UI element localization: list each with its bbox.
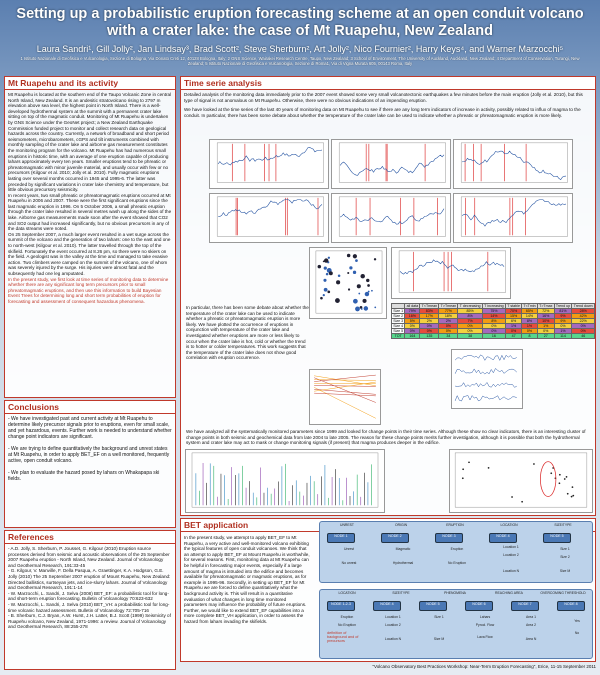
series-line	[455, 382, 517, 387]
ruapehu-p4: In the present study, we first look at time series of monitoring data to determine whether there are any significant long term precursors prior to small phreatomagmatic eruptions, and then use this information to build Bayesian Event Trees for determining long and short term probabilities of eruption for forecasting and assessment of consequent hazardous phenomena.	[8, 276, 169, 304]
table-cell: 0%	[439, 324, 458, 329]
bet-node: NODE 4	[489, 533, 517, 543]
scatter-point	[357, 284, 361, 288]
timeseries-title: Time serie analysis	[181, 77, 595, 90]
conclusions-title: Conclusions	[5, 401, 175, 414]
change-point-plot	[185, 449, 385, 513]
table-cell: 1%	[522, 324, 538, 329]
bet-label: No Eruption	[448, 561, 466, 565]
bet-label: Location N	[384, 637, 402, 641]
scatter-point	[533, 463, 535, 465]
table-cell: Size 3	[393, 319, 404, 323]
scatter-point	[564, 478, 566, 480]
table-cell: 1%	[537, 324, 554, 329]
bet-node: NODE 2	[381, 533, 409, 543]
series-line	[455, 355, 517, 361]
table-cell: 0%	[522, 329, 538, 334]
scatter-point	[324, 267, 327, 270]
scatter-point	[353, 271, 356, 274]
table-cell: 16	[482, 334, 505, 339]
table-cell: 2%	[420, 319, 439, 324]
table-cell: 75%	[482, 309, 505, 314]
table-cell: 17%	[420, 314, 439, 319]
table-cell: 0%	[572, 329, 595, 334]
scatter-point	[318, 265, 322, 269]
table-cell: T increasing	[484, 304, 504, 308]
eruption-scatter-plot	[309, 247, 387, 319]
scatter-point	[338, 274, 341, 277]
trend-fan-plot	[309, 369, 381, 425]
poster-affiliations: 1 Istituto Nazionale di Geofisica e Vulcanologia, Sezione di Bologna, Via Donato Creti 12, 40128 Bologna, Italy; 2 GNS Science, Wairakei Research Centre, Taupo, New Zealand; 3 School of Environment, The University of Auckland, Auckland, New Zealand; 4 Department of Conservation, Turangi, New Zealand; 5 Istituto Nazionale di Geofisica e Vulcanologia, Sezione di Roma1, Via di Vigna Murata 605, 00143 Roma, Italy	[20, 56, 580, 66]
bet-panel	[180, 518, 596, 662]
table-cell: 8%	[522, 319, 538, 324]
scatter-point	[462, 468, 464, 470]
references-text	[5, 544, 175, 632]
ruapehu-p3: On 25 September 2007, a much larger event resulted in a wet surge across the summit of the volcano and the generation of two lahars: one to the east and one to north-west (Kilgour et al. 2010). The latter travelled through the top of the skifield. Fortunately the event occurred at 8.26 pm, so there were no skiers on the field. A geologist was in the valley at the time and managed to take evasive action. Two climbers were camped on the summit of the volcano, one of whom was severely injured by the surge. His injuries were almost fatal and the subsequently had one leg amputated.	[8, 231, 171, 276]
scatter-point	[327, 291, 330, 294]
bet-label: Area 1	[526, 615, 536, 619]
bet-label: Size M	[559, 569, 571, 573]
scatter-point	[550, 472, 552, 474]
bet-label: Area 2	[526, 623, 536, 627]
scatter-point	[366, 279, 369, 282]
reference-3: - W. Marzocchi, L. Sandri, J. Selva (2008) BET_EF: a probabilistic tool for long- and short-term eruption forecasting. Bulletin of Volcanology 70:623-632	[8, 590, 169, 602]
change-point-svg	[186, 450, 384, 512]
bet-text: In the present study, we attempt to apply BET_EF to Mt Ruapehu, a very active and well-monitored volcano exhibiting the typical features of open conduit volcanoes. We think that an attempt to apply BET_EF at Mount Ruapehu is worthwhile, for several reasons. First, monitoring data at Mt Ruapehu can be helpful in forecasting major events, especially if a large amount of magma is intruded into the edifice and becomes available for phreatomagmatic or magmatic eruptions, as for example in 1995-96. Secondly, in setting up BET_EF for Mt Ruapehu we are forced to define quantitatively what the background activity is. This will result in a quantitative evaluation of what changes in long time monitored parameters may influence the probability of future eruptions. Further, we would like to extend BET_EF capabilities into a more complete BET_VH application, in order to assess the hazard from lahars invading the skifields.	[184, 535, 310, 624]
timeseries-plot-5-svg	[332, 194, 450, 242]
scatter-point	[336, 280, 340, 284]
table-cell: 0%	[506, 329, 522, 334]
table-cell: T<Tmin	[523, 304, 536, 308]
bet-node: NODE 8	[557, 601, 585, 611]
scatter-point	[347, 254, 351, 258]
table-cell: all data	[406, 304, 419, 308]
bet-col-top: LOCATION	[500, 523, 518, 527]
bet-node: NODE 6	[465, 601, 493, 611]
bet-col-top: UNREST	[340, 523, 354, 527]
eruption-scatter-svg	[310, 248, 386, 318]
bet-node: NODE 7	[511, 601, 539, 611]
bet-label: Eruption	[340, 615, 354, 619]
table-cell: 114	[554, 334, 572, 339]
scatter-point	[367, 284, 370, 287]
table-cell: 47	[506, 334, 522, 339]
table-cell: 16%	[537, 314, 554, 319]
bet-label: Yes	[574, 619, 580, 623]
table-cell: 79%	[405, 309, 420, 314]
bet-tree-top	[319, 521, 593, 583]
cluster-scatter-svg	[450, 450, 592, 512]
table-cell: T stable	[507, 304, 520, 308]
scatter-point	[374, 307, 376, 309]
table-cell: 83%	[420, 309, 439, 314]
series-line	[455, 396, 517, 402]
bet-node: NODE 1	[327, 533, 355, 543]
timeseries-p2: We have looked at the time series of the last 40 years of monitoring data on Mt Ruapehu to see if there are any long term indicators of increase in activity, possibly related to influx of magma to the conduit. In particular, there has been some debate about whether the temperature of the crater lake can be used to indicate whether a phreatic or phreatomagmatic eruption is more likely.	[184, 107, 581, 118]
scatter-point	[363, 299, 367, 303]
bet-col-bottom: REACHING AREA	[495, 591, 523, 595]
bet-col-top: ORIGIN	[394, 523, 408, 527]
scatter-point	[326, 273, 329, 276]
timeseries-p4: We have analyzed all the systematically monitored parameters since 1999 and looked for change points in their time series. Although these show no clear indicators, there is an interesting cluster of change points in both seismic and geochemical data from late 2004 to late 2005. The reason for these change points merits further investigation, although it is possible that both the hydrothermal system and crater lake may act to mask or change monitoring signals (if present) that magma produces deeper in the edifice.	[186, 429, 586, 446]
table-cell: 6%	[506, 319, 522, 324]
timeseries-plot-6-svg	[454, 194, 572, 242]
table-cell: 0%	[420, 329, 439, 334]
scatter-point	[488, 467, 490, 469]
table-cell: T>Tmax	[539, 304, 553, 308]
scatter-point	[329, 271, 333, 275]
reference-1: - A.D. Jolly, S. Sherburn, P. Jousset, G. Kilgour (2010) Eruption source processes derived from seismic and acoustic observations of the 25 September 2007 Ruapehu eruption - North Island, New Zealand. Journal of Volcanology and Geothermal Research, 191:33-45	[8, 546, 170, 568]
scatter-point	[323, 279, 326, 282]
ruapehu-p2: In recent years, two small phreatic or phreatomagmatic eruptions occurred at Mt Ruapehu in 2006 and 2007. These were the first significant eruptions since the last magmatic eruption in 1996. On 5 October 2006, a small phreatic eruption through the crater lake resulted in several metres wash up along the sides of the lake. Airborne gas measurements made soon after the event showed that CO2 and SO2 output had increased significantly, but no obvious precursors in any of the data streams were noted.	[8, 192, 172, 232]
bet-col-bottom: OVERCOMING THRESHOLD	[540, 591, 586, 595]
bet-label: Size 2	[560, 555, 570, 559]
lake-temperature-svg	[392, 248, 510, 298]
bet-label: Lava Flow	[477, 635, 493, 639]
table-cell: 0%	[439, 329, 458, 334]
eruption-size-table	[391, 303, 595, 339]
bet-title: BET application	[181, 519, 595, 532]
ruapehu-text	[5, 90, 175, 307]
references-panel	[4, 530, 176, 670]
scatter-point	[324, 288, 328, 292]
timeseries-plot-6	[453, 193, 573, 243]
scatter-point	[374, 258, 376, 260]
bet-node: NODE 5	[419, 601, 447, 611]
scatter-point	[324, 258, 328, 262]
table-cell: T decreasing	[459, 304, 481, 308]
scatter-point	[368, 291, 370, 293]
scatter-point	[571, 496, 573, 498]
table-cell: 0%	[420, 324, 439, 329]
plot-frame	[461, 143, 568, 182]
scatter-point	[355, 307, 360, 312]
timeseries-plot-1	[209, 139, 329, 189]
table-cell: 7%	[458, 319, 482, 324]
plot-frame	[461, 197, 568, 236]
timeseries-plot-3-svg	[454, 140, 572, 188]
scatter-point	[353, 254, 357, 258]
plot-frame	[339, 197, 446, 236]
table-cell: 0%	[482, 329, 505, 334]
bet-label: Pyrocl. Flow	[475, 623, 495, 627]
scatter-point	[371, 290, 373, 292]
table-cell: 28%	[572, 309, 595, 314]
scatter-point	[349, 266, 352, 269]
scatter-point	[521, 501, 523, 503]
scatter-point	[462, 477, 464, 479]
plot-frame	[217, 197, 324, 236]
scatter-point	[320, 297, 323, 300]
table-cell: 9%	[554, 319, 572, 324]
conclusions-panel	[4, 400, 176, 528]
ruapehu-title: Mt Ruapehu and its activity	[5, 77, 175, 90]
bet-label: Size 1	[434, 615, 444, 619]
bet-label: Area N	[525, 637, 537, 641]
scatter-point	[328, 257, 330, 259]
table-cell: TOT	[392, 334, 405, 339]
ruapehu-p1: Mt Ruapehu is located at the southern end of the Taupo Volcanic Zone in central North Island, New Zealand. It is an andesitic stratovolcano rising to 2797 m elevation above sea level, the highest point in North Island. There is a well-developed hydrothermal system at the summit with a permanent crater lake sitting on top of the magmatic conduit. Monitoring of Mt Ruapehu is undertaken by GNS Science under the GeoNet project; a New Zealand Earthquake Commission funded project to monitor and collect research data on geological hazards across the country. Currently, a network of broadband and short period seismometers, microbarometers, cGPS and tilt instruments combined with monthly sampling of the crater lake and airborne gas measurement constitutes the monitoring program for the volcano. Mt Ruapehu has had numerous small eruptions in historic time, with an average of one eruption capable of producing lahars approximately every ten years. Smaller eruptions tend to be phreatic or phreatomagmatic with minor juvenile material, and usually occur with few or no precursors (Kilgour et al. 2010; Jolly et al. 2010). Fully magmatic eruptions lasting over several months occurred in 1945 and 1995-6. The latter was preceded by significant variations in crater lake chemistry and temperature, but little obvious precursory seismicity.	[8, 92, 172, 193]
table-cell: 85%	[458, 309, 482, 314]
scatter-point	[566, 476, 568, 478]
ruapehu-panel	[4, 76, 176, 398]
bet-label: Magmatic	[395, 547, 411, 551]
timeseries-plot-2-svg	[332, 140, 450, 188]
table-cell: 1%	[554, 329, 572, 334]
bet-col-top: ERUPTION	[446, 523, 464, 527]
stacked-time-plots	[451, 349, 523, 409]
table-cell: 0%	[572, 324, 595, 329]
table-cell: 65%	[522, 309, 538, 314]
scatter-point	[353, 299, 358, 304]
conclusion-2: - We are trying to define quantitatively the background and unrest states at Mt Ruapehu, in order to apply BET_EF on a well monitored, frequently active, open conduit volcano.	[8, 446, 170, 464]
scatter-point	[358, 293, 360, 295]
table-cell: 5%	[405, 319, 420, 324]
trend-fan-svg	[310, 370, 380, 424]
table-cell: 0%	[405, 329, 420, 334]
table-cell: 0%	[458, 329, 482, 334]
scatter-point	[572, 495, 574, 497]
table-cell: 9%	[554, 314, 572, 319]
table-cell: 0%	[554, 324, 572, 329]
table-cell: 8%	[458, 314, 482, 319]
conclusion-1: - We have investigated past and current activity at Mt Ruapehu to determine likely precursor signals prior to eruptions, even for small scale, and yet hazardous, events. Further work is needed to understand whether change point indicators are significant.	[8, 416, 172, 440]
scatter-point	[567, 493, 569, 495]
table-cell: 164	[405, 334, 420, 339]
scatter-point	[468, 461, 470, 463]
bet-node: NODE 1-2-3	[327, 601, 355, 611]
scatter-point	[361, 308, 363, 310]
scatter-point	[511, 496, 513, 498]
bet-label: Location 2	[385, 623, 401, 627]
table-cell: 72%	[537, 309, 554, 314]
table-cell: 70%	[506, 309, 522, 314]
poster-authors: Laura Sandri¹, Gill Jolly², Jan Lindsay³, Brad Scott², Steve Sherburn², Art Jolly², Nico Fournier², Harry Keys⁴, and Warner Marzocchi⁵	[36, 44, 564, 54]
lake-temperature-plot	[391, 247, 511, 299]
timeseries-plot-4	[209, 193, 329, 243]
table-cell: 1%	[506, 324, 522, 329]
timeseries-plot-3	[453, 139, 573, 189]
scatter-point	[559, 482, 561, 484]
table-cell: 18%	[439, 314, 458, 319]
poster-title: Setting up a probabilistic eruption forecasting scheme at an open conduit volcano with a crater lake: the case of Mt Ruapehu, New Zealand	[16, 6, 584, 39]
timeseries-plot-2	[331, 139, 451, 189]
table-cell: Trend up	[555, 304, 571, 308]
table-cell: 8	[522, 334, 538, 339]
table-cell: T>Tmean	[440, 304, 457, 308]
timeseries-p3: In particular, there has been some debate about whether the temperature of the crater lake can be used to indicate whether a phreatic or phreatomagmatic eruption is more likely. We have plotted the occurrence of eruptions in conjunction with temperature of the crater lake and investigated whether eruptions are more or less likely to occur when the crater lake is hot, cold or whether the trend is to hotter or colder temperatures. This work suggests that the temperature of the crater lake does not show good correlation with eruption occurrence.	[186, 305, 309, 361]
bet-label: Size M	[433, 637, 445, 641]
table-cell: Size 1	[393, 309, 404, 313]
timeseries-plot-5	[331, 193, 451, 243]
scatter-point	[348, 288, 350, 290]
scatter-point	[323, 294, 325, 296]
table-cell: 16%	[405, 314, 420, 319]
table-cell: 14%	[522, 314, 538, 319]
poster-header	[0, 0, 600, 72]
timeseries-p1: Detailed analysis of the monitoring data immediately prior to the 2007 event showed some very small volcanotectonic earthquakes a few minutes before the main eruption (Jolly et al. 2010), but this type of signal is not anomalous on Mt Ruapehu. Otherwise, there were no obvious indications of an impending eruption.	[184, 92, 583, 103]
poster-footer: "Volcano Observatory Best Practices Workshop: Near-Term Eruption Forecasting", Erice, 11-15 September 2011	[372, 664, 596, 669]
table-cell: 27	[537, 334, 554, 339]
plot-frame	[455, 453, 587, 507]
bet-label: Unrest	[344, 547, 354, 551]
table-cell: 2%	[439, 319, 458, 324]
bet-label: Location N	[502, 569, 520, 573]
table-cell: 22%	[572, 319, 595, 324]
table-cell: 46	[572, 334, 595, 339]
reference-2: - G. Kilgour, V. Manville, F. Della Pasqua, A. Graettinger, K.A. Hodgson, G.E. Jolly (2010) The 25 September 2007 eruption of Mount Ruapehu, New Zealand: Directed ballistics, surtseyan jets, and ice-slurry lahars. Journal of Volcanology and Geothermal Research, 191:1-14	[8, 568, 171, 591]
table-cell: 15%	[506, 314, 522, 319]
table-row	[392, 334, 595, 339]
bet-note: definition of background and of precursors	[327, 631, 359, 643]
scatter-point	[572, 486, 574, 488]
table-cell: 81%	[554, 309, 572, 314]
table-cell: Size 5	[393, 329, 404, 333]
table-cell: 77%	[439, 309, 458, 314]
plot-frame	[399, 251, 506, 292]
bet-label: Lahars	[479, 615, 491, 619]
bet-label: Location 1	[385, 615, 401, 619]
table-cell: Size 4	[393, 324, 404, 328]
cluster-scatter-plot	[449, 449, 593, 513]
scatter-point	[360, 274, 364, 278]
scatter-point	[355, 259, 358, 262]
bet-label: Eruption	[450, 547, 464, 551]
bet-label: No Eruption	[338, 623, 356, 627]
table-cell: Size 2	[393, 314, 404, 318]
bet-label: No	[574, 631, 580, 635]
conclusion-3: - We plan to evaluate the hazard posed by lahars on Whakapapa ski fields.	[8, 470, 160, 482]
table-row	[392, 304, 595, 309]
table-cell: 34	[439, 334, 458, 339]
bet-label: Location 2	[503, 553, 519, 557]
table-cell: 0%	[482, 324, 505, 329]
references-title: References	[5, 531, 175, 544]
bet-label: Location 1	[503, 545, 519, 549]
reference-5: - B. Sherburn, C.J. Bryan, A.W. Hurst, J.H. Latter, B.J. Scott (1999) Seismicity of Ruapehu volcano, New Zealand, 1971-1996: a review. Journal of Volcanology and Geothermal Research, 88:255-278	[8, 613, 171, 630]
table-cell: Trend down	[573, 304, 593, 308]
bet-col-top: SIZE/TYPE	[554, 523, 572, 527]
scatter-point	[559, 474, 561, 476]
table-cell: 8%	[482, 319, 505, 324]
series-line	[455, 368, 517, 374]
table-cell: 38	[458, 334, 482, 339]
table-cell: 135	[420, 334, 439, 339]
timeseries-plot-1-svg	[210, 140, 328, 188]
bet-node: NODE 3	[435, 533, 463, 543]
table-cell: 14%	[482, 314, 505, 319]
reference-4: - W. Marzocchi, L. Sandri, J. Selva (2010) BET_VH: a probabilistic tool for long-time volcanic hazard assessment. Bulletin of Volcanology 72:705-716	[8, 601, 170, 613]
scatter-point	[335, 298, 340, 303]
bet-node: NODE 4	[373, 601, 401, 611]
stacked-time-svg	[452, 350, 522, 408]
conclusions-text	[5, 414, 175, 484]
table-cell: 0%	[458, 324, 482, 329]
bet-col-bottom: LOCATION	[338, 591, 356, 595]
bet-col-bottom: PHENOMENA	[444, 591, 466, 595]
trend-line	[314, 385, 376, 386]
table-cell: T<Tmean	[421, 304, 438, 308]
table-cell: 42%	[572, 314, 595, 319]
scatter-point	[347, 272, 349, 274]
scatter-point	[364, 306, 369, 311]
timeseries-panel	[180, 76, 596, 516]
bet-label: No unrest	[341, 561, 357, 565]
trend-line	[314, 380, 376, 381]
table-cell: 10%	[537, 319, 554, 324]
scatter-point	[365, 292, 369, 296]
bet-label: Hydrothermal	[392, 561, 414, 565]
table-cell: 0%	[537, 329, 554, 334]
bet-col-bottom: SIZE/TYPE	[392, 591, 410, 595]
timeseries-plot-4-svg	[210, 194, 328, 242]
table-cell: 0%	[405, 324, 420, 329]
bet-label: Size 1	[560, 547, 570, 551]
bet-node: NODE 5	[543, 533, 571, 543]
